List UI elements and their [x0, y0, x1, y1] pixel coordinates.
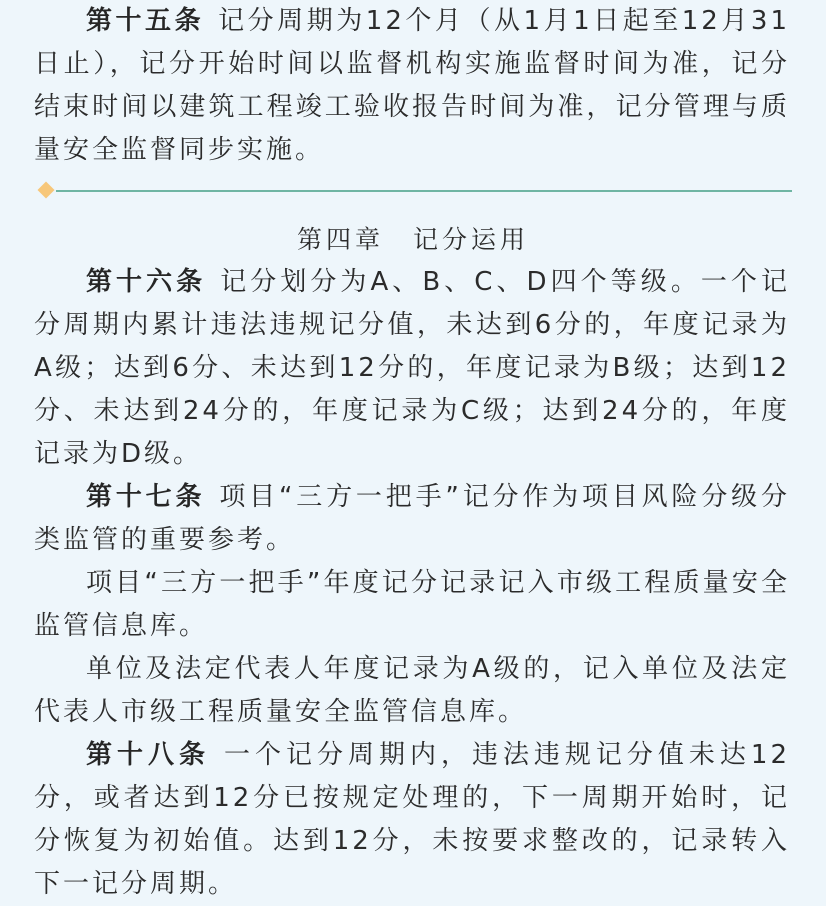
- article-18-paragraph: [34, 734, 790, 906]
- article-16-paragraph: [34, 261, 790, 476]
- article-18-text: 一个记分周期内，违法违规记分值未达12分，或者达到12分已按规定处理的，下一周期开始时，记分恢复为初始值。达到12分，未按要求整改的，记录转入下一记分周期。: [34, 740, 790, 899]
- article-15-text: 记分周期为12个月（从1月1日起至12月31日止），记分开始时间以监督机构实施监督时间为准，记分结束时间以建筑工程竣工验收报告时间为准，记分管理与质量安全监督同步实施。: [34, 6, 790, 165]
- chapter-title: 第四章 记分运用: [296, 225, 529, 254]
- article-15-paragraph: [34, 0, 790, 172]
- divider-line: [56, 190, 792, 192]
- article-16-text: 记分划分为A、B、C、D四个等级。一个记分周期内累计违法违规记分值，未达到6分的，年度记录为A级；达到6分、未达到12分的，年度记录为B级；达到12分、未达到24分的，年度记录为C级；达到24分的，年度记录为D级。: [34, 267, 790, 469]
- diamond-icon: [38, 182, 55, 199]
- article-18-label: 第十八条: [86, 740, 210, 770]
- article-17-paragraph: [34, 476, 790, 562]
- article-17-paragraph-3: 单位及法定代表人年度记录为A级的，记入单位及法定代表人市级工程质量安全监管信息库。: [34, 654, 790, 727]
- article-17-paragraph-2: 项目“三方一把手”年度记分记录记入市级工程质量安全监管信息库。: [34, 568, 790, 641]
- section-divider: [36, 181, 792, 201]
- article-17-text: 项目“三方一把手”记分作为项目风险分级分类监管的重要参考。: [34, 482, 790, 555]
- article-16-label: 第十六条: [86, 267, 207, 297]
- article-15-label: 第十五条: [86, 6, 205, 36]
- article-17-label: 第十七条: [86, 482, 206, 512]
